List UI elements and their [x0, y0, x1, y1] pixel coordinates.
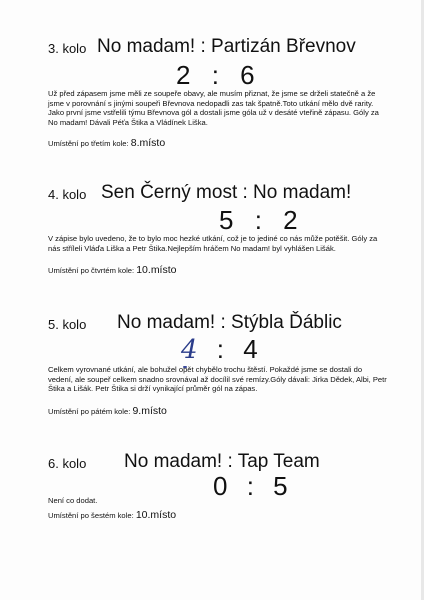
round-4-teams: Sen Černý most : No madam!: [101, 182, 352, 203]
round-5-label: 5. kolo: [48, 317, 87, 332]
round-4-score-away: 2: [283, 205, 298, 235]
round-3-score-away: 6: [240, 60, 255, 90]
round-6-label: 6. kolo: [48, 456, 87, 471]
round-5-heading: [0, 310, 424, 334]
round-6-placement: [48, 509, 176, 521]
round-6-score-home: 0: [213, 471, 228, 501]
round-3-score: [176, 60, 255, 91]
round-4-placement-label: Umístění po čtvrtém kole:: [48, 266, 135, 275]
round-5-score-away: 4: [243, 334, 258, 364]
round-6-heading: [0, 449, 424, 473]
round-6-score-sep: :: [246, 471, 254, 501]
round-5-score: [181, 334, 258, 365]
round-6-placement-value: 10.místo: [135, 509, 177, 521]
round-3-report: Už před zápasem jsme měli ze soupeře obavy, ale musím přiznat, že jsme se drželi statečně a že jsme v porovnání s jinými soupeři Břevnova nedopadli zas tak špatně.Toto utkání mělo dvě rarity. Jako první jsme vstřelili týmu Břevnova gól a dostali jsme góla už v desáté vteřině zápasu. Góly za No madam! Dávali Péťa Štika a Vládínek Liška.: [48, 89, 379, 127]
round-3-score-sep: :: [211, 60, 219, 90]
round-5-teams: No madam! : Stýbla Ďáblic: [117, 312, 342, 333]
round-4-score: [219, 205, 298, 236]
round-4-placement-value: 10.místo: [136, 264, 177, 276]
round-6-score-away: 5: [273, 471, 288, 501]
round-6-report: Není co dodat.: [48, 496, 98, 505]
round-5-report: Celkem vyrovnané utkání, ale bohužel opět chybělo trochu štěstí. Pokaždé jsme se dostali do vedení, ale soupeř celkem snadno srovnával až docílil své remízy.Góly dávali: Jirka Dědek, Albi, Petr Štika a Lišák. Petr Štika si drží vynikající průměr gól na zápas.: [48, 365, 387, 394]
round-5-score-sep: :: [216, 334, 225, 364]
round-3-placement-value: 8.místo: [130, 137, 166, 149]
round-6-placement-label: Umístění po šestém kole:: [48, 511, 134, 520]
round-4-placement: [48, 264, 177, 276]
round-3-label: 3. kolo: [48, 41, 87, 56]
round-5-placement-label: Umístění po pátém kole:: [48, 407, 131, 416]
round-4-report: V zápise bylo uvedeno, že to bylo moc hezké utkání, což je to jediné co nás může potěšit. Góly za nás stříleli Vláďa Liška a Petr Štika.Nejlepším hráčem No madam! byl vyhlášen Lišák.: [48, 234, 378, 253]
round-3-heading: [0, 34, 424, 58]
round-4-label: 4. kolo: [48, 187, 87, 202]
round-4-score-sep: :: [254, 205, 262, 235]
round-4-score-home: 5: [219, 205, 234, 235]
round-3-teams: No madam! : Partizán Břevnov: [97, 36, 356, 57]
round-3-placement: [48, 137, 165, 149]
round-5-score-home: 4: [181, 335, 198, 365]
round-3-placement-label: Umístění po třetím kole:: [48, 139, 129, 148]
round-3-score-home: 2: [176, 60, 191, 90]
round-6-teams: No madam! : Tap Team: [124, 451, 320, 472]
round-4-heading: [0, 180, 424, 204]
round-5-placement-value: 9.místo: [132, 405, 167, 417]
round-5-placement: [48, 405, 167, 417]
